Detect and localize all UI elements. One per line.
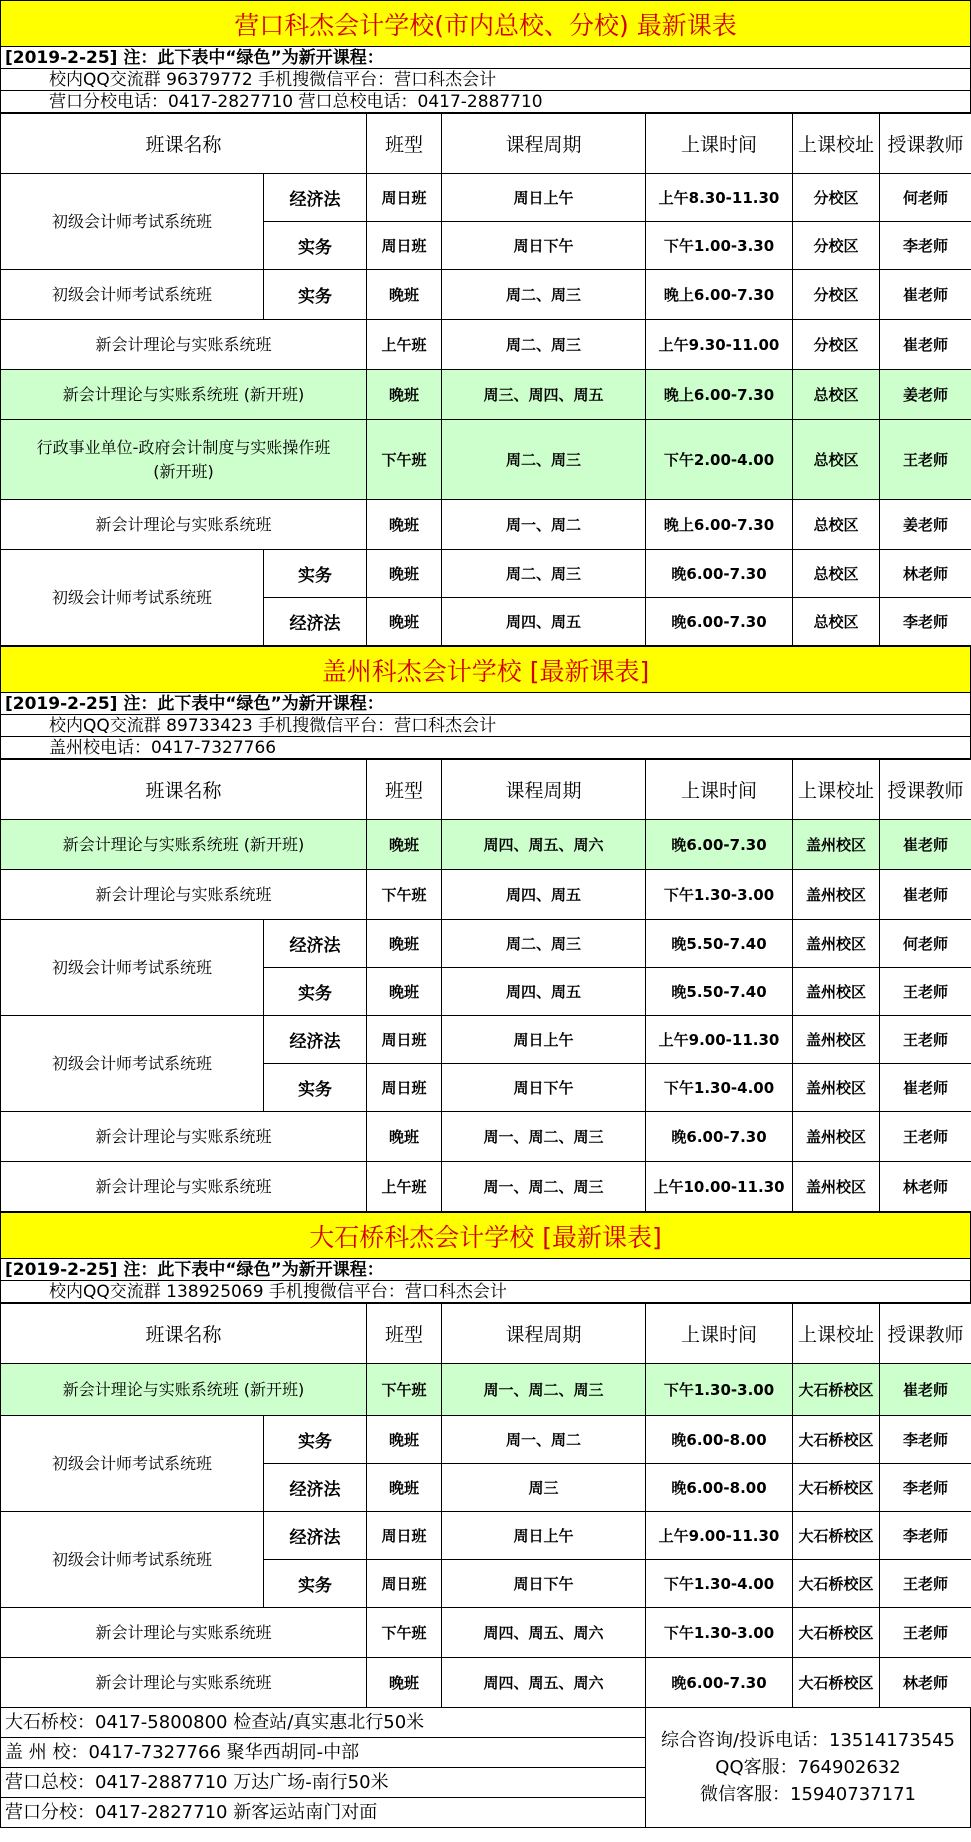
- header-time: 上课时间: [646, 114, 793, 174]
- teacher: 王老师: [880, 420, 971, 500]
- address: 大石桥校区: [793, 1608, 880, 1658]
- header-address: 上课校址: [793, 760, 880, 820]
- teacher: 王老师: [880, 1112, 971, 1162]
- class-name: 新会计理论与实账系统班: [1, 1112, 367, 1162]
- class-type: 晚班: [367, 550, 442, 598]
- teacher: 王老师: [880, 1016, 971, 1064]
- header-time: 上课时间: [646, 1304, 793, 1364]
- header-address: 上课校址: [793, 114, 880, 174]
- section-title-yingkou: 营口科杰会计学校(市内总校、分校) 最新课表: [0, 0, 971, 46]
- class-type: 周日班: [367, 1016, 442, 1064]
- notice-line: [2019-2-25] 注：此下表中“绿色”为新开课程：: [1, 47, 970, 69]
- class-type: 周日班: [367, 1560, 442, 1608]
- table-row: [1, 1608, 971, 1658]
- teacher: 崔老师: [880, 1064, 971, 1112]
- campus-address-line: 大石桥校：0417-5800800 检查站/真实惠北行50米: [1, 1708, 645, 1738]
- period: 周四、周五: [442, 968, 646, 1016]
- table-header: [1, 114, 971, 174]
- teacher: 姜老师: [880, 500, 971, 550]
- time: 晚上6.00-7.30: [646, 500, 793, 550]
- address: 大石桥校区: [793, 1364, 880, 1416]
- time: 晚上6.00-7.30: [646, 370, 793, 420]
- time: 下午1.30-3.00: [646, 1608, 793, 1658]
- subject: 实务: [264, 222, 367, 270]
- time: 晚上6.00-7.30: [646, 270, 793, 320]
- table-row: [1, 270, 971, 320]
- teacher: 王老师: [880, 968, 971, 1016]
- table-row-new: [1, 1364, 971, 1416]
- teacher: 林老师: [880, 1162, 971, 1212]
- address: 总校区: [793, 550, 880, 598]
- class-type: 晚班: [367, 1112, 442, 1162]
- teacher: 何老师: [880, 920, 971, 968]
- address: 分校区: [793, 174, 880, 222]
- campus-address-line: 盖 州 校：0417-7327766 聚华西胡同-中部: [1, 1738, 645, 1768]
- table-row: [1, 500, 971, 550]
- schedule-table-gaizhou: [0, 759, 971, 1212]
- header-teacher: 授课教师: [880, 1304, 971, 1364]
- teacher: 李老师: [880, 1464, 971, 1512]
- teacher: 崔老师: [880, 320, 971, 370]
- table-row-new: [1, 420, 971, 500]
- time: 晚6.00-7.30: [646, 598, 793, 646]
- address: 盖州校区: [793, 1112, 880, 1162]
- address: 总校区: [793, 598, 880, 646]
- table-header: [1, 1304, 971, 1364]
- time: 晚6.00-7.30: [646, 1658, 793, 1708]
- header-address: 上课校址: [793, 1304, 880, 1364]
- class-type: 晚班: [367, 1464, 442, 1512]
- teacher: 姜老师: [880, 370, 971, 420]
- section-info-yingkou: [0, 46, 971, 113]
- subject: 经济法: [264, 1512, 367, 1560]
- subject: 实务: [264, 1416, 367, 1464]
- address: 分校区: [793, 222, 880, 270]
- schedule-table-dashiqiao: [0, 1303, 971, 1708]
- class-type: 下午班: [367, 420, 442, 500]
- class-name: [1, 420, 367, 500]
- qq-line: 校内QQ交流群 138925069 手机搜微信平台：营口科杰会计: [1, 1281, 970, 1303]
- class-name-line1: 行政事业单位-政府会计制度与实账操作班: [36, 437, 331, 457]
- period: 周二、周三: [442, 420, 646, 500]
- header-teacher: 授课教师: [880, 760, 971, 820]
- address: 大石桥校区: [793, 1658, 880, 1708]
- period: 周二、周三: [442, 270, 646, 320]
- header-class-name: 班课名称: [1, 760, 367, 820]
- address: 盖州校区: [793, 870, 880, 920]
- time: 上午9.00-11.30: [646, 1016, 793, 1064]
- class-name: 新会计理论与实账系统班 (新开班): [1, 1364, 367, 1416]
- header-type: 班型: [367, 760, 442, 820]
- schedule-table-yingkou: [0, 113, 971, 646]
- section-title-dashiqiao: 大石桥科杰会计学校 [最新课表]: [0, 1212, 971, 1258]
- header-time: 上课时间: [646, 760, 793, 820]
- period: 周四、周五、周六: [442, 1608, 646, 1658]
- class-name: 新会计理论与实账系统班: [1, 1608, 367, 1658]
- subject: 经济法: [264, 598, 367, 646]
- class-type: 下午班: [367, 870, 442, 920]
- teacher: 李老师: [880, 222, 971, 270]
- period: 周一、周二: [442, 1416, 646, 1464]
- time: 上午9.00-11.30: [646, 1512, 793, 1560]
- class-type: 上午班: [367, 1162, 442, 1212]
- period: 周日下午: [442, 222, 646, 270]
- table-row: [1, 1512, 971, 1560]
- address: 盖州校区: [793, 820, 880, 870]
- period: 周三: [442, 1464, 646, 1512]
- subject: 经济法: [264, 1016, 367, 1064]
- subject: 经济法: [264, 920, 367, 968]
- period: 周四、周五: [442, 870, 646, 920]
- customer-service: [646, 1708, 970, 1827]
- teacher: 崔老师: [880, 270, 971, 320]
- address: 大石桥校区: [793, 1416, 880, 1464]
- class-type: 周日班: [367, 1512, 442, 1560]
- notice-line: [2019-2-25] 注：此下表中“绿色”为新开课程：: [1, 693, 970, 715]
- period: 周四、周五、周六: [442, 1658, 646, 1708]
- table-row: [1, 1658, 971, 1708]
- phone-line: 盖州校电话：0417-7327766: [1, 737, 970, 759]
- teacher: 崔老师: [880, 870, 971, 920]
- address: 盖州校区: [793, 920, 880, 968]
- period: 周日上午: [442, 174, 646, 222]
- class-name: 初级会计师考试系统班: [1, 1016, 264, 1112]
- complaint-phone: 综合咨询/投诉电话：13514173545: [660, 1730, 956, 1751]
- class-type: 周日班: [367, 222, 442, 270]
- class-type: 下午班: [367, 1364, 442, 1416]
- period: 周三、周四、周五: [442, 370, 646, 420]
- table-row: [1, 320, 971, 370]
- subject: 实务: [264, 1064, 367, 1112]
- subject: 实务: [264, 550, 367, 598]
- header-type: 班型: [367, 1304, 442, 1364]
- time: 下午1.00-3.30: [646, 222, 793, 270]
- address: 分校区: [793, 320, 880, 370]
- teacher: 崔老师: [880, 820, 971, 870]
- time: 晚5.50-7.40: [646, 968, 793, 1016]
- qq-service: QQ客服：764902632: [715, 1757, 901, 1778]
- table-row: [1, 1016, 971, 1064]
- table-row: [1, 920, 971, 968]
- phone-line: 营口分校电话：0417-2827710 营口总校电话：0417-2887710: [1, 91, 970, 113]
- table-row: [1, 1112, 971, 1162]
- period: 周一、周二、周三: [442, 1112, 646, 1162]
- time: 晚6.00-7.30: [646, 820, 793, 870]
- class-type: 上午班: [367, 320, 442, 370]
- table-row: [1, 1416, 971, 1464]
- notice-line: [2019-2-25] 注：此下表中“绿色”为新开课程：: [1, 1259, 970, 1281]
- address: 总校区: [793, 500, 880, 550]
- teacher: 何老师: [880, 174, 971, 222]
- subject: 实务: [264, 1560, 367, 1608]
- wechat-service: 微信客服：15940737171: [700, 1784, 916, 1805]
- table-row-new: [1, 370, 971, 420]
- campus-address-line: 营口分校：0417-2827710 新客运站南门对面: [5, 1802, 378, 1823]
- section-info-gaizhou: [0, 692, 971, 759]
- teacher: 李老师: [880, 598, 971, 646]
- class-name: 初级会计师考试系统班: [1, 270, 264, 320]
- table-row: [1, 1162, 971, 1212]
- teacher: 王老师: [880, 1608, 971, 1658]
- period: 周四、周五、周六: [442, 820, 646, 870]
- period: 周二、周三: [442, 550, 646, 598]
- teacher: 林老师: [880, 550, 971, 598]
- section-title-gaizhou: 盖州科杰会计学校 [最新课表]: [0, 646, 971, 692]
- address: 大石桥校区: [793, 1560, 880, 1608]
- contact-footer: [0, 1708, 971, 1828]
- class-name: 新会计理论与实账系统班: [1, 500, 367, 550]
- time: 下午1.30-3.00: [646, 870, 793, 920]
- class-name: 新会计理论与实账系统班: [1, 320, 367, 370]
- class-type: 晚班: [367, 968, 442, 1016]
- class-type: 晚班: [367, 1658, 442, 1708]
- table-row: [1, 550, 971, 598]
- address: 盖州校区: [793, 968, 880, 1016]
- address: 分校区: [793, 270, 880, 320]
- time: 晚6.00-8.00: [646, 1416, 793, 1464]
- address: 大石桥校区: [793, 1512, 880, 1560]
- time: 上午9.30-11.00: [646, 320, 793, 370]
- teacher: 林老师: [880, 1658, 971, 1708]
- time: 晚6.00-7.30: [646, 550, 793, 598]
- teacher: 李老师: [880, 1416, 971, 1464]
- header-period: 课程周期: [442, 760, 646, 820]
- header-type: 班型: [367, 114, 442, 174]
- subject: 经济法: [264, 1464, 367, 1512]
- class-name: 新会计理论与实账系统班 (新开班): [1, 820, 367, 870]
- subject: 经济法: [264, 174, 367, 222]
- class-name: 初级会计师考试系统班: [1, 1512, 264, 1608]
- period: 周四、周五: [442, 598, 646, 646]
- subject: 实务: [264, 968, 367, 1016]
- class-type: 晚班: [367, 500, 442, 550]
- campus-address-line: 营口总校：0417-2887710 万达广场-南行50米: [1, 1768, 645, 1798]
- period: 周日上午: [442, 1512, 646, 1560]
- address: 盖州校区: [793, 1064, 880, 1112]
- header-period: 课程周期: [442, 114, 646, 174]
- period: 周二、周三: [442, 920, 646, 968]
- class-name: 新会计理论与实账系统班: [1, 1162, 367, 1212]
- class-type: 下午班: [367, 1608, 442, 1658]
- time: 下午1.30-4.00: [646, 1560, 793, 1608]
- qq-line: 校内QQ交流群 89733423 手机搜微信平台：营口科杰会计: [1, 715, 970, 737]
- header-class-name: 班课名称: [1, 1304, 367, 1364]
- table-row: [1, 870, 971, 920]
- class-name: 初级会计师考试系统班: [1, 1416, 264, 1512]
- time: 晚6.00-7.30: [646, 1112, 793, 1162]
- teacher: 王老师: [880, 1560, 971, 1608]
- class-name-line2: (新开班): [153, 461, 214, 481]
- period: 周一、周二: [442, 500, 646, 550]
- class-type: 晚班: [367, 920, 442, 968]
- class-name: 初级会计师考试系统班: [1, 550, 264, 646]
- campus-addresses: [1, 1708, 646, 1827]
- class-name: 新会计理论与实账系统班: [1, 1658, 367, 1708]
- teacher: 李老师: [880, 1512, 971, 1560]
- class-type: 晚班: [367, 1416, 442, 1464]
- period: 周日下午: [442, 1560, 646, 1608]
- period: 周日上午: [442, 1016, 646, 1064]
- class-type: 周日班: [367, 1064, 442, 1112]
- period: 周日下午: [442, 1064, 646, 1112]
- class-type: 晚班: [367, 598, 442, 646]
- time: 下午1.30-4.00: [646, 1064, 793, 1112]
- address: 大石桥校区: [793, 1464, 880, 1512]
- time: 下午1.30-3.00: [646, 1364, 793, 1416]
- header-class-name: 班课名称: [1, 114, 367, 174]
- time: 上午8.30-11.30: [646, 174, 793, 222]
- period: 周二、周三: [442, 320, 646, 370]
- address: 总校区: [793, 420, 880, 500]
- time: 下午2.00-4.00: [646, 420, 793, 500]
- time: 晚6.00-8.00: [646, 1464, 793, 1512]
- time: 晚5.50-7.40: [646, 920, 793, 968]
- class-name: 新会计理论与实账系统班: [1, 870, 367, 920]
- class-type: 晚班: [367, 270, 442, 320]
- period: 周一、周二、周三: [442, 1364, 646, 1416]
- table-row: [1, 174, 971, 222]
- qq-line: 校内QQ交流群 96379772 手机搜微信平台：营口科杰会计: [1, 69, 970, 91]
- class-name: 初级会计师考试系统班: [1, 174, 264, 270]
- address: 盖州校区: [793, 1016, 880, 1064]
- teacher: 崔老师: [880, 1364, 971, 1416]
- subject: 实务: [264, 270, 367, 320]
- class-type: 晚班: [367, 820, 442, 870]
- period: 周一、周二、周三: [442, 1162, 646, 1212]
- table-row-new: [1, 820, 971, 870]
- time: 上午10.00-11.30: [646, 1162, 793, 1212]
- address: 总校区: [793, 370, 880, 420]
- header-teacher: 授课教师: [880, 114, 971, 174]
- header-period: 课程周期: [442, 1304, 646, 1364]
- class-type: 晚班: [367, 370, 442, 420]
- class-name: 新会计理论与实账系统班 (新开班): [1, 370, 367, 420]
- class-name: 初级会计师考试系统班: [1, 920, 264, 1016]
- table-header: [1, 760, 971, 820]
- address: 盖州校区: [793, 1162, 880, 1212]
- class-type: 周日班: [367, 174, 442, 222]
- section-info-dashiqiao: [0, 1258, 971, 1303]
